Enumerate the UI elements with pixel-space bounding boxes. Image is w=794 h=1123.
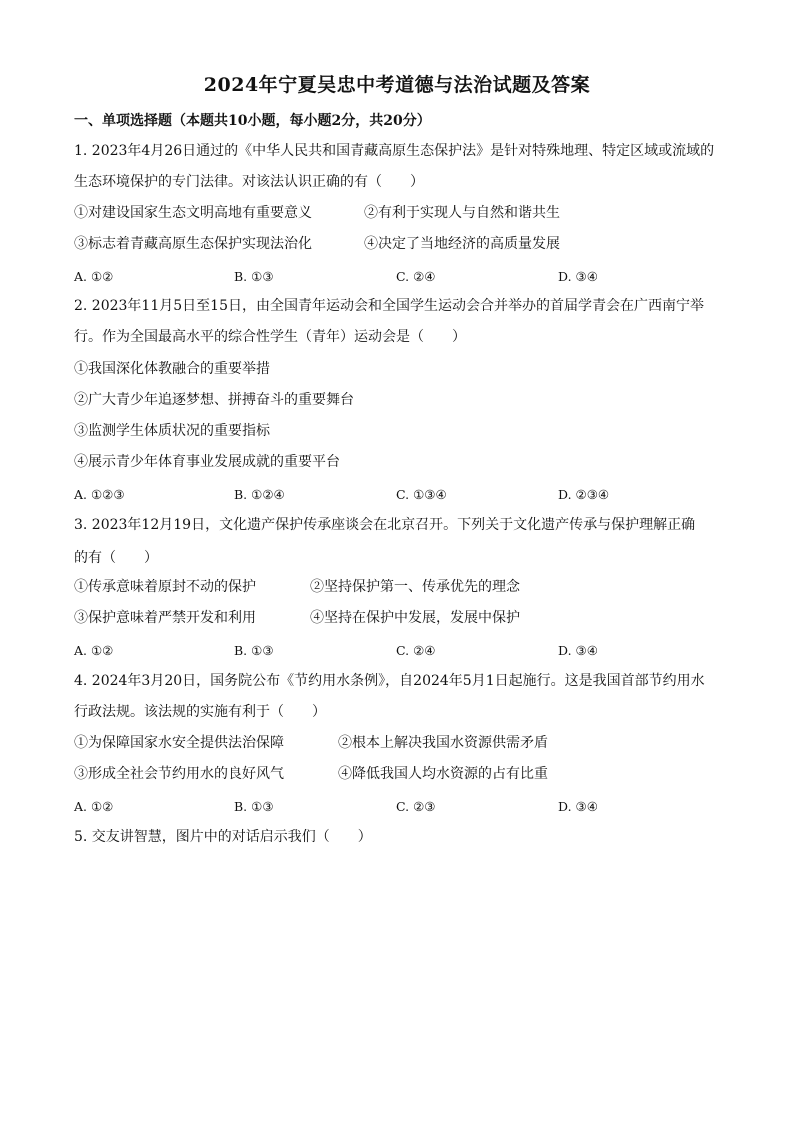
question-2-stem-line-2: 行。作为全国最高水平的综合性学生（青年）运动会是（ ） <box>74 329 466 345</box>
question-3-stem-line-1: 3. 2023年12月19日，文化遗产保护传承座谈会在北京召开。下列关于文化遗产传承与保护理解正确 <box>74 517 696 533</box>
question-1-stem-line-1: 1. 2023年4月26日通过的《中华人民共和国青藏高原生态保护法》是针对特殊地理、特定区域或流域的 <box>74 143 715 159</box>
question-4-option-1: ①为保障国家水安全提供法治保障 <box>74 735 284 751</box>
question-2-choice-b: B. ①②④ <box>234 487 285 502</box>
question-3-choice-d: D. ③④ <box>558 643 598 658</box>
question-2-choice-c: C. ①③④ <box>396 487 447 502</box>
question-1-choice-b: B. ①③ <box>234 269 274 284</box>
question-2-choice-d: D. ②③④ <box>558 487 610 502</box>
question-1-option-2: ②有利于实现人与自然和谐共生 <box>364 205 560 221</box>
question-4-choice-d: D. ③④ <box>558 799 598 814</box>
question-4-choice-b: B. ①③ <box>234 799 274 814</box>
question-3-choice-a: A. ①② <box>74 643 114 658</box>
question-3-choice-b: B. ①③ <box>234 643 274 658</box>
question-2-choices <box>74 486 674 504</box>
question-1-choices <box>74 268 674 286</box>
section-heading: 一、单项选择题（本题共10小题，每小题2分，共20分） <box>74 113 431 129</box>
question-2-stem-line-1: 2. 2023年11月5日至15日，由全国青年运动会和全国学生运动会合并举办的首届学青会在广西南宁举 <box>74 298 704 314</box>
question-3-stem-line-2: 的有（ ） <box>74 550 158 566</box>
question-2-option-2: ②广大青少年追逐梦想、拼搏奋斗的重要舞台 <box>74 392 354 408</box>
question-3-choice-c: C. ②④ <box>396 643 436 658</box>
question-4-option-4: ④降低我国人均水资源的占有比重 <box>338 766 548 782</box>
question-3-option-1: ①传承意味着原封不动的保护 <box>74 579 256 595</box>
question-4-option-3: ③形成全社会节约用水的良好风气 <box>74 766 284 782</box>
question-4-choice-c: C. ②③ <box>396 799 436 814</box>
question-4-option-2: ②根本上解决我国水资源供需矛盾 <box>338 735 548 751</box>
question-4-stem-line-1: 4. 2024年3月20日，国务院公布《节约用水条例》，自2024年5月1日起施行。这是我国首部节约用水 <box>74 673 705 689</box>
question-1-option-1: ①对建设国家生态文明高地有重要意义 <box>74 205 312 221</box>
question-1-choice-d: D. ③④ <box>558 269 598 284</box>
question-3-option-2: ②坚持保护第一、传承优先的理念 <box>310 579 520 595</box>
question-2-option-1: ①我国深化体教融合的重要举措 <box>74 361 270 377</box>
question-3-option-3: ③保护意味着严禁开发和利用 <box>74 610 256 626</box>
question-1-choice-a: A. ①② <box>74 269 114 284</box>
question-3-choices <box>74 642 674 660</box>
question-2-option-4: ④展示青少年体育事业发展成就的重要平台 <box>74 454 340 470</box>
question-3-option-4: ④坚持在保护中发展，发展中保护 <box>310 610 520 626</box>
page-title: 2024年宁夏吴忠中考道德与法治试题及答案 <box>203 74 591 96</box>
question-2-option-3: ③监测学生体质状况的重要指标 <box>74 423 270 439</box>
question-2-choice-a: A. ①②③ <box>74 487 125 502</box>
question-4-choices <box>74 798 674 816</box>
question-1-option-4: ④决定了当地经济的高质量发展 <box>364 236 560 252</box>
question-4-stem-line-2: 行政法规。该法规的实施有利于（ ） <box>74 704 326 720</box>
question-1-choice-c: C. ②④ <box>396 269 436 284</box>
question-5-stem-line-1: 5. 交友讲智慧，图片中的对话启示我们（ ） <box>74 829 372 845</box>
question-4-choice-a: A. ①② <box>74 799 114 814</box>
question-1-stem-line-2: 生态环境保护的专门法律。对该法认识正确的有（ ） <box>74 174 424 190</box>
question-1-option-3: ③标志着青藏高原生态保护实现法治化 <box>74 236 312 252</box>
